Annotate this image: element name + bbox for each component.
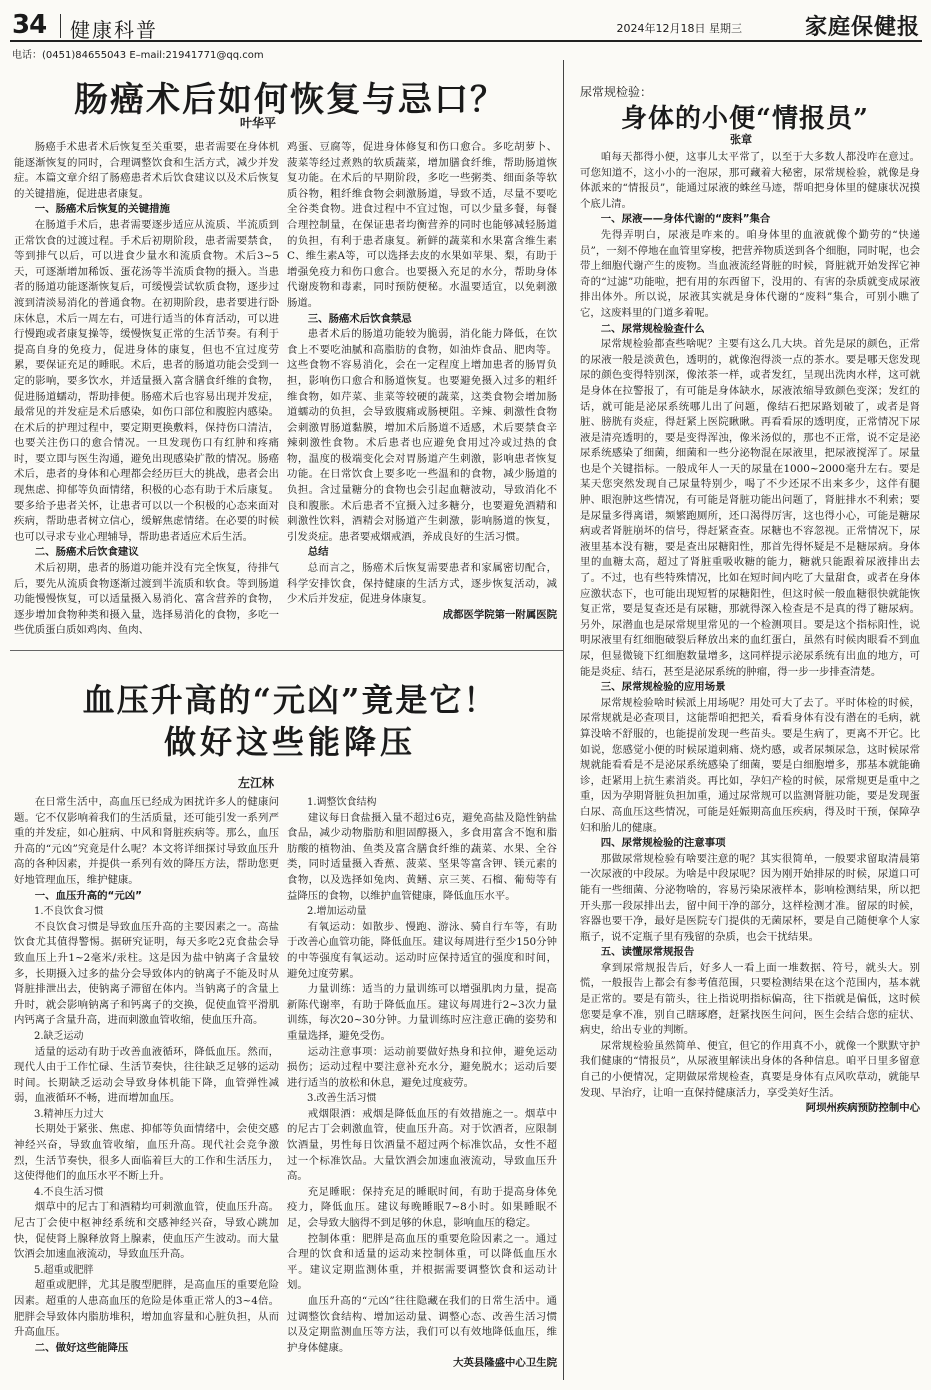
section-heading: 一、肠癌术后恢复的关键措施 <box>34 203 170 216</box>
article1-title: 肠癌术后如何恢复与忌口？ <box>74 80 506 120</box>
article1-col-left <box>14 140 279 645</box>
section-heading: 一、尿液——身体代谢的“废料”集合 <box>600 213 771 226</box>
contact-line: 电话：(0451)84655043 E–mail:21941771@qq.com <box>12 50 264 61</box>
paragraph: 控制体重：肥胖是高血压的重要危险因素之一。通过合理的饮食和适量的运动来控制体重，可以降低血压水平。建议定期监测体重，并根据需要调整饮食和运动计划。 <box>287 1232 557 1292</box>
article2-col-right <box>287 795 557 1380</box>
paragraph: 那做尿常规检验有啥要注意的呢？其实很简单，一般要求留取清晨第一次尿液的中段尿。为啥是中段尿呢？因为刚开始排尿的时候，尿道口可能有一些细菌、分泌物啥的，容易污染尿液样本，影响检测结果，所以把开头那一段尿排出去，留中间干净的部分，这样检测才准。留尿的时候，容器也要干净，最好是医院专门提供的无菌尿杯，要是自己随便拿个人家瓶子，说不定瓶子里有残留的杂质，也会干扰结果。 <box>580 852 920 943</box>
paragraph: 血压升高的“元凶”往往隐藏在我们的日常生活中。通过调整饮食结构、增加运动量、调整心态、改善生活习惯以及定期监测血压等方法，我们可以有效地降低血压，维护身体健康。 <box>287 1295 557 1354</box>
paragraph: 肠癌手术患者术后恢复至关重要，患者需要在身体机能逐渐恢复的同时，合理调整饮食和生活方式，减少并发症。本篇文章介绍了肠癌患者术后饮食建议以及术后恢复的关键措施，促进患者康复。 <box>14 141 279 200</box>
signature: 大英县隆盛中心卫生院 <box>453 1357 557 1370</box>
paragraph: 尿常规检验啥时候派上用场呢？用处可大了去了。平时体检的时候，尿常规就是必查项目，这能帮咱把把关，看看身体有没有潜在的毛病，就算没啥不舒服的，也能提前发现一些苗头。要是生病了，更离不开它。比如说，您感觉小便的时候尿道刺痛、烧灼感，或者尿频尿急，这时候尿常规就能看看是不是泌尿系统感染了细菌，要是白细胞增多，那基本就能确诊，赶紧用上抗生素消炎。再比如，孕妇产检的时候，尿常规更是重中之重，因为孕期肾脏负担加重，通过尿常规可以监测肾脏功能，要是发现蛋白尿、高血压这些情况，可能是妊娠期高血压疾病，得及时干预，保障孕妇和胎儿的健康。 <box>580 696 920 834</box>
article3-body <box>580 150 920 1382</box>
paragraph: 有氧运动：如散步、慢跑、游泳、骑自行车等，有助于改善心血管功能，降低血压。建议每周进行至少150分钟的中等强度有氧运动。运动时应保持适宜的强度和时间，避免过度劳累。 <box>287 920 557 980</box>
paragraph: 在日常生活中，高血压已经成为困扰许多人的健康问题。它不仅影响着我们的生活质量，还可能引发一系列严重的并发症，如心脏病、中风和肾脏疾病等。那么，血压升高的“元凶”究竟是什么呢？本文将详细探讨导致血压升高的各种因素，并提供一系列有效的降压方法，帮助您更好地管理血压，维护健康。 <box>14 796 279 886</box>
subheading: 2.增加运动量 <box>307 906 367 918</box>
section-heading: 总结 <box>307 546 329 559</box>
article1-author: 叶华平 <box>240 116 277 130</box>
paragraph: 不良饮食习惯是导致血压升高的主要因素之一。高盐饮食尤其值得警惕。据研究证明，每天多吃2克食盐会导致血压上升1~2毫米/汞柱。这是因为盐中钠离子含量较多，长期摄入过多的盐分会导致体内的钠离子不能及时从肾脏排泄出去，使钠离子滞留在体内。当钠离子的含量上升时，就会影响钠离子和钙离子的交换，促使血管平滑肌内钙离子含量升高，进而刺激血管收缩，使血压升高。 <box>14 920 279 1027</box>
section-heading: 一、血压升高的“元凶” <box>34 889 142 902</box>
paragraph: 超重或肥胖，尤其是腹型肥胖，是高血压的重要危险因素。超重的人患高血压的危险是体重正常人的3~4倍。肥胖会导致体内脂肪堆积，增加血容量和心脏负担，从而升高血压。 <box>14 1279 279 1339</box>
paragraph: 适量的运动有助于改善血液循环，降低血压。然而，现代人由于工作忙碌、生活节奏快，往往缺乏足够的运动时间。长期缺乏运动会导致身体机能下降，血管弹性减弱，血液循环不畅，进而增加血压。 <box>14 1045 279 1105</box>
paragraph: 尿常规检验虽然简单、便宜，但它的作用真不小，就像一个默默守护我们健康的“情报员”，从尿液里解读出身体的各种信息。咱平日里多留意自己的小便情况，定期做尿常规检查，真要是身体有点风吹草动，就能早发现、早治疗，让咱一直保持健康活力，享受美好生活。 <box>580 1039 920 1099</box>
subheading: 3.精神压力过大 <box>34 1108 104 1120</box>
paragraph: 总而言之，肠癌术后恢复需要患者和家属密切配合，科学安排饮食，保持健康的生活方式，逐步恢复活动，减少术后并发症，促进身体康复。 <box>287 562 557 606</box>
article2-author: 左江林 <box>238 776 275 790</box>
paragraph: 拿到尿常规报告后，好多人一看上面一堆数据、符号，就头大。别慌，一般报告上都会有参考值范围，只要检测结果在这个范围内，基本就是正常的。要是有箭头，往上指说明指标偏高，往下指就是偏低，这时候您要是拿不准，别自己瞎琢磨，赶紧找医生问问，医生会结合您的症状、病史，给出专业的判断。 <box>580 961 920 1037</box>
signature: 阿坝州疾病预防控制中心 <box>805 1102 920 1115</box>
article3-title: 身体的小便“情报员” <box>621 104 869 134</box>
section-heading: 三、尿常规检验的应用场景 <box>600 681 726 694</box>
section-name: 健康科普 <box>70 18 158 42</box>
paragraph: 充足睡眠：保持充足的睡眠时间，有助于提高身体免疫力，降低血压。建议每晚睡眠7~8小时。如果睡眠不足，会导致大脑得不到足够的休息，影响血压的稳定。 <box>287 1185 557 1230</box>
section-heading: 四、尿常规检验的注意事项 <box>600 837 726 850</box>
masthead <box>10 8 922 42</box>
section-heading: 五、读懂尿常规报告 <box>600 946 695 959</box>
article2-title-line1: 血压升高的“元凶”竟是它！ <box>82 681 498 719</box>
article1-col-right <box>287 140 557 645</box>
subheading: 3.改善生活习惯 <box>307 1093 377 1105</box>
section-heading: 二、肠癌术后饮食建议 <box>34 546 139 559</box>
article3-author: 张章 <box>730 133 752 146</box>
paragraph: 运动注意事项：运动前要做好热身和拉伸，避免运动损伤；运动过程中要注意补充水分，避免脱水；运动后要进行适当的放松和休息，避免过度疲劳。 <box>287 1045 557 1089</box>
issue-date: 2024年12月18日 星期三 <box>616 22 742 35</box>
paragraph: 戒烟限酒：戒烟是降低血压的有效措施之一。烟草中的尼古丁会刺激血管，使血压升高。对于饮酒者，应限制饮酒量，男性每日饮酒量不超过两个标准饮品，女性不超过一个标准饮品。大量饮酒会加速血液流动，导致血压升高。 <box>287 1107 557 1183</box>
section-heading: 二、尿常规检验查什么 <box>600 322 705 335</box>
paragraph: 烟草中的尼古丁和酒精均可刺激血管，使血压升高。尼古丁会使中枢神经系统和交感神经兴奋，导致心跳加快，促使肾上腺释放肾上腺素，使血压产生波动。而大量饮酒会加速血液流动，导致血压升高。 <box>14 1201 279 1261</box>
article-divider <box>10 650 563 651</box>
paragraph: 力量训练：适当的力量训练可以增强肌肉力量，提高新陈代谢率，有助于降低血压。建议每周进行2~3次力量训练，每次20~30分钟。力量训练时应注意正确的姿势和重量选择，避免受伤。 <box>287 983 557 1042</box>
subheading: 1.调整饮食结构 <box>307 797 377 808</box>
column-divider <box>563 60 564 1380</box>
paragraph: 在肠道手术后，患者需要逐步适应从流质、半流质到正常饮食的过渡过程。手术后初期阶段，患者需要禁食，等到排气以后，可以进食少量水和流质食物。术后3~5天，可逐渐增加稀饭、蛋花汤等半流质食物的摄入。当患者的肠道功能逐渐恢复后，可缓慢尝试软质食物，逐步过渡到清淡易消化的普通食物。在初期阶段，患者要进行卧床休息，术后一周左右，可进行适当的体育活动，可以进行慢跑或者康复操等，缓慢恢复正常的生活节奏。有利于提高自身的免疫力，促进身体的康复，但也不宜过度劳累，要保证充足的睡眠。术后，患者的肠道功能会受到一定的影响，要多饮水，并适量摄入富含膳食纤维的食物，促进肠道蠕动，帮助排便。肠癌术后也容易出现并发症，最常见的并发症是术后感染，如伤口部位和腹腔内感染。在术后的护理过程中，要定期更换敷料，保持伤口清洁，也要关注伤口的愈合情况。一旦发现伤口有红肿和疼痛时，要立即与医生沟通，避免出现感染扩散的情况。肠癌术后，患者的身体和心理都会经历巨大的挑战，患者会出现焦虑、抑郁等负面情绪，积极的心态有助于术后康复。要多给予患者关怀，让患者可以以一个积极的心态来面对疾病，帮助患者树立信心，缓解焦虑情绪。在必要的时候也可以寻求专业心理辅导，帮助患者适应术后生活。 <box>14 218 279 543</box>
paragraph: 建议每日食盐摄入量不超过6克，避免高盐及隐性钠盐食品，减少动物脂肪和胆固醇摄入，多食用富含不饱和脂肪酸的植物油、鱼类及富含膳食纤维的蔬菜、水果、全谷类，同时适量摄入香蕉、菠菜、坚果等富含钾、镁元素的食物，以及选择如兔肉、黄鳝、京三荚、石榴、葡萄等有益降压的食物，以维护血管健康，降低血压水平。 <box>287 811 557 902</box>
paragraph: 术后初期，患者的肠道功能并没有完全恢复，待排气后，要先从流质食物逐渐过渡到半流质和软食。等到肠道功能慢慢恢复，可以适量摄入易消化、富含营养的食物，逐步增加食物种类和摄入量，选择易消化的食物，多吃一些优质蛋白质如鸡肉、鱼肉、 <box>14 562 279 637</box>
subheading: 2.缺乏运动 <box>34 1030 84 1042</box>
subheading: 1.不良饮食习惯 <box>34 906 104 918</box>
article3-kicker: 尿常规检验： <box>580 85 653 99</box>
newspaper-name: 家庭保健报 <box>804 14 920 40</box>
paragraph: 鸡蛋、豆腐等，促进身体修复和伤口愈合。多吃胡萝卜、菠菜等经过煮熟的软质蔬菜，增加膳食纤维，帮助肠道恢复功能。在术后的早期阶段，多吃一些粥类、细面条等软质谷物，粗纤维食物会刺激肠道，导致不适，尽量不要吃全谷类食物。进食过程中不宜过饱，可以少量多餐，每餐合理控制量，在保证患者均衡营养的同时也能够减轻肠道的负担，有利于患者康复。新鲜的蔬菜和水果富含维生素C、维生素A等，可以选择去皮的水果如苹果、梨，有助于增强免疫力和伤口愈合。也要摄入充足的水分，帮助身体代谢废物和毒素，同时预防便秘。水温要适宜，以免刺激肠道。 <box>287 141 557 309</box>
paragraph: 患者术后的肠道功能较为脆弱，消化能力降低，在饮食上不要吃油腻和高脂肪的食物，如油炸食品、肥肉等。这些食物不容易消化，会在一定程度上增加患者的肠胃负担，影响伤口愈合和肠道恢复。也要避免摄入过多的粗纤维食物，如芹菜、韭菜等较硬的蔬菜，这类食物会增加肠道蠕动的负担，会导致腹痛或肠梗阻。辛辣、刺激性食物会刺激胃肠道黏膜，增加术后肠道不适感，术后要禁食辛辣刺激性食物。术后患者也应避免食用过冷或过热的食物，温度的极端变化会对胃肠道产生刺激，影响患者恢复功能。在日常饮食上要多吃一些温和的食物，减少肠道的负担。含过量糖分的食物也会引起血糖波动，导致消化不良和腹胀。术后患者不宜摄入过多糖分，也要避免酒精和刺激性饮料，酒精会对肠道产生刺激，影响肠道的恢复，引发炎症。患者要戒烟戒酒，养成良好的生活习惯。 <box>287 328 557 543</box>
paragraph: 尿常规检验都查些啥呢？主要有这么几大块。首先是尿的颜色，正常的尿液一般是淡黄色，透明的，就像泡得淡一点的茶水。要是哪天您发现尿的颜色变得特别深，像浓茶一样，或者发红，呈现出洗肉水样，这可就是身体在拉警报了，有可能是身体缺水，尿液浓缩导致颜色变深；发红的话，就可能是泌尿系统哪儿出了问题，像结石把尿路划破了，或者是肾脏、膀胱有炎症，得赶紧上医院瞅瞅。再看看尿的透明度，正常情况下尿液是清亮透明的，要是变得浑浊，像米汤似的，那也不正常，说不定是泌尿系统感染了细菌，细菌和一些分泌物混在尿液里，把尿液搅浑了。尿量也是个关键指标。一般成年人一天的尿量在1000~2000毫升左右。要是某天您突然发现自己尿量特别少，喝了不少还尿不出来多少，这伴有腿肿、眼泡肿这些情况，有可能是肾脏功能出问题了，肾脏排水不利索；要是尿量多得离谱，频繁跑厕所，还口渴得厉害，这也得小心，可能是糖尿病或者肾脏崩坏的信号，得赶紧查查。尿糖也不容忽视。正常情况下，尿液里基本没有糖，要是查出尿糖阳性，那首先得怀疑是不是糖尿病。身体里的血糖太高，超过了肾脏重吸收糖的能力，糖就只能跟着尿液排出去了。不过，也有些特殊情况，比如在短时间内吃了大量甜食，或者在身体应激状态下，也可能出现短暂的尿糖阳性，但这时候一般血糖很快就能恢复正常，要是复查还是有尿糖，那就得深入检查是不是真的得了糖尿病。另外，尿潜血也是尿常规里常见的一个检测项目。要是这个指标阳性，说明尿液里有红细胞破裂后释放出来的血红蛋白，虽然有时候肉眼看不到血尿，但显微镜下红细胞数量增多，这同样提示泌尿系统有出血的地方，可能是炎症、结石，甚至是泌尿系统的肿瘤，得一步一步排查清楚。 <box>580 338 920 678</box>
paragraph: 咱每天都得小便，这事儿太平常了，以至于大多数人都没咋在意过。可您知道不，这小小的一泡尿，那可藏着大秘密，尿常规检验，就像是身体派来的“情报员”，能通过尿液的蛛丝马迹，帮咱把身体里的健康状况摸个底儿清。 <box>580 151 920 210</box>
paragraph: 长期处于紧张、焦虑、抑郁等负面情绪中，会使交感神经兴奋，导致血管收缩，血压升高。现代社会竞争激烈，生活节奏快，很多人面临着巨大的工作和生活压力，这使得他们的血压水平不断上升。 <box>14 1123 279 1183</box>
subheading: 4.不良生活习惯 <box>34 1186 104 1198</box>
signature: 成都医学院第一附属医院 <box>442 608 557 621</box>
article2-title-line2: 做好这些能降压 <box>163 723 416 761</box>
section-heading: 二、做好这些能降压 <box>34 1341 129 1354</box>
header-divider <box>60 14 61 38</box>
subheading: 5.超重或肥胖 <box>34 1264 94 1276</box>
article2-col-left <box>14 795 279 1380</box>
paragraph: 先得弄明白，尿液是咋来的。咱身体里的血液就像个勤劳的“快递员”，一刻不停地在血管里穿梭，把营养物质送到各个细胞，同时呢，也会带上细胞代谢产生的废物。当血液流经肾脏的时候，肾脏就开始发挥它神奇的“过滤”功能啦，把有用的东西留下，没用的、有害的杂质就变成尿液排出体外。所以说，尿液其实就是身体代谢的“废料”集合，可别小瞧了它，这废料里的门道多着呢。 <box>580 228 920 319</box>
page-number: 34 <box>12 10 47 40</box>
section-heading: 三、肠癌术后饮食禁忌 <box>307 312 412 325</box>
